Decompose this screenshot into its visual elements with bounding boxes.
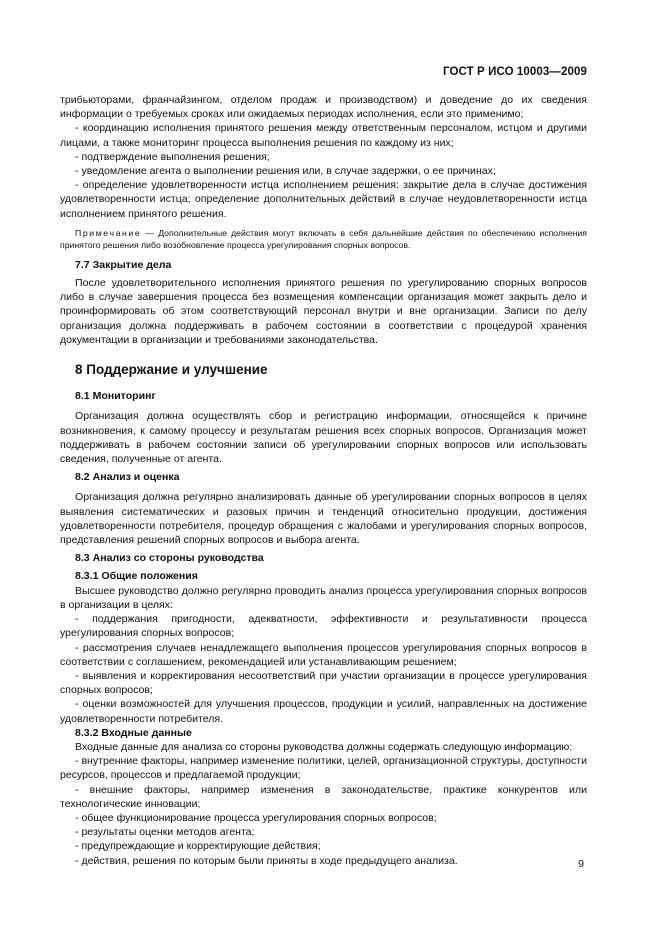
section-8-3-2-title: 8.3.2 Входные данные <box>75 726 192 739</box>
list-item: - оценки возможностей для улучшения процессов, продукции и усилий, направленных на достижение удовлетворенности потребителя. <box>60 698 587 725</box>
list-item: - выявления и корректирования несоответствий при участии организации в процессе урегулирования спорных вопросов; <box>60 669 587 697</box>
list-item: - рассмотрения случаев ненадлежащего выполнения процессов урегулирования спорных вопросов в соответствии с соглашением, рекомендацией или устанавливающим решением; <box>60 641 587 668</box>
note <box>60 227 587 252</box>
page-content <box>60 93 587 868</box>
list-item: - уведомление агента о выполнении решения или, в случае задержки, о ее причинах; <box>75 165 496 178</box>
section-8-2-text: Организация должна регулярно анализировать данные об урегулировании спорных вопросов в целях выявления систематических и разовых причин и тенденций относительно продукции, достижения удовлетворенности потребителя, процедур обращения с жалобами и урегулирования спорных вопросов, представления решений спорных вопросов и выбора агента. <box>60 491 587 547</box>
list-item: - координацию исполнения принятого решения между ответственным персоналом, истцом и другими лицами, а также мониторинг процесса выполнения решения по каждому из них; <box>60 122 587 149</box>
list-item: - поддержания пригодности, адекватности, эффективности и результативности процесса урегулирования спорных вопросов; <box>60 613 587 640</box>
page-number: 9 <box>578 858 584 870</box>
section-8-3-1-title: 8.3.1 Общие положения <box>75 570 198 583</box>
section-8-title: 8 Поддержание и улучшение <box>75 362 268 378</box>
section-8-3-2-text: Входные данные для анализа со стороны руководства должны содержать следующую информацию: <box>75 740 573 753</box>
section-7-7-title: 7.7 Закрытие дела <box>75 258 172 271</box>
list-item: - действия, решения по которым были приняты в ходе предыдущего анализа. <box>75 854 458 867</box>
list-item: - определение удовлетворенности истца исполнением решения: закрытие дела в случае достижения удовлетворенности истца; определение дополнительных действий в случае неудовлетворенности истца исполнением принятого решения. <box>60 179 587 220</box>
paragraph-continuation: трибьюторами, франчайзингом, отделом продаж и производством) и доведение до их сведения информации о требуемых сроках или ожидаемых периодах исполнения, если это применимо; <box>60 94 587 121</box>
section-8-1-text: Организация должна осуществлять сбор и регистрацию информации, относящейся к причине возникновения, к самому процессу и результатам решения всех спорных вопросов. Организация может поддерживать в рабочем состоянии записи об урегулировании спорных вопросов или использовать сведения, полученные от агента. <box>60 410 587 466</box>
list-item: - общее функционирование процесса урегулирования спорных вопросов; <box>75 811 437 824</box>
list-item: - внешние факторы, например изменения в законодательстве, практике конкурентов или технологические инновации; <box>60 783 587 810</box>
list-item: - результаты оценки методов агента; <box>75 826 255 839</box>
list-item: - предупреждающие и корректирующие действия; <box>75 840 321 853</box>
standard-header: ГОСТ Р ИСО 10003—2009 <box>442 66 587 78</box>
section-7-7-text: После удовлетворительного исполнения принятого решения по урегулированию спорных вопросов либо в случае завершения процесса без возмещения компенсации организация может закрыть дело и проинформировать об этом соответствующий персонал внутри и вне организации. Записи по делу организация должна поддерживать в рабочем состоянии в соответствии с процедурой хранения документации в организации и требованиями законодательства. <box>60 277 587 346</box>
section-8-3-title: 8.3 Анализ со стороны руководства <box>75 552 264 565</box>
list-item: - подтверждение выполнения решения; <box>75 150 270 163</box>
section-8-3-1-text: Высшее руководство должно регулярно проводить анализ процесса урегулирования спорных вопросов в организации в целях: <box>60 584 587 611</box>
section-8-2-title: 8.2 Анализ и оценка <box>75 471 180 484</box>
list-item: - внутренние факторы, например изменение политики, целей, организационной структуры, доступности ресурсов, процессов и предлагаемой продукции; <box>60 755 587 782</box>
note-label: Примечание <box>75 227 142 238</box>
note-text: — Дополнительные действия могут включать в себя дальнейшие действия по обеспечению исполнения принятого решения либо возобновление процесса урегулирования спорных вопросов. <box>60 227 587 251</box>
section-8-1-title: 8.1 Мониторинг <box>75 390 156 403</box>
